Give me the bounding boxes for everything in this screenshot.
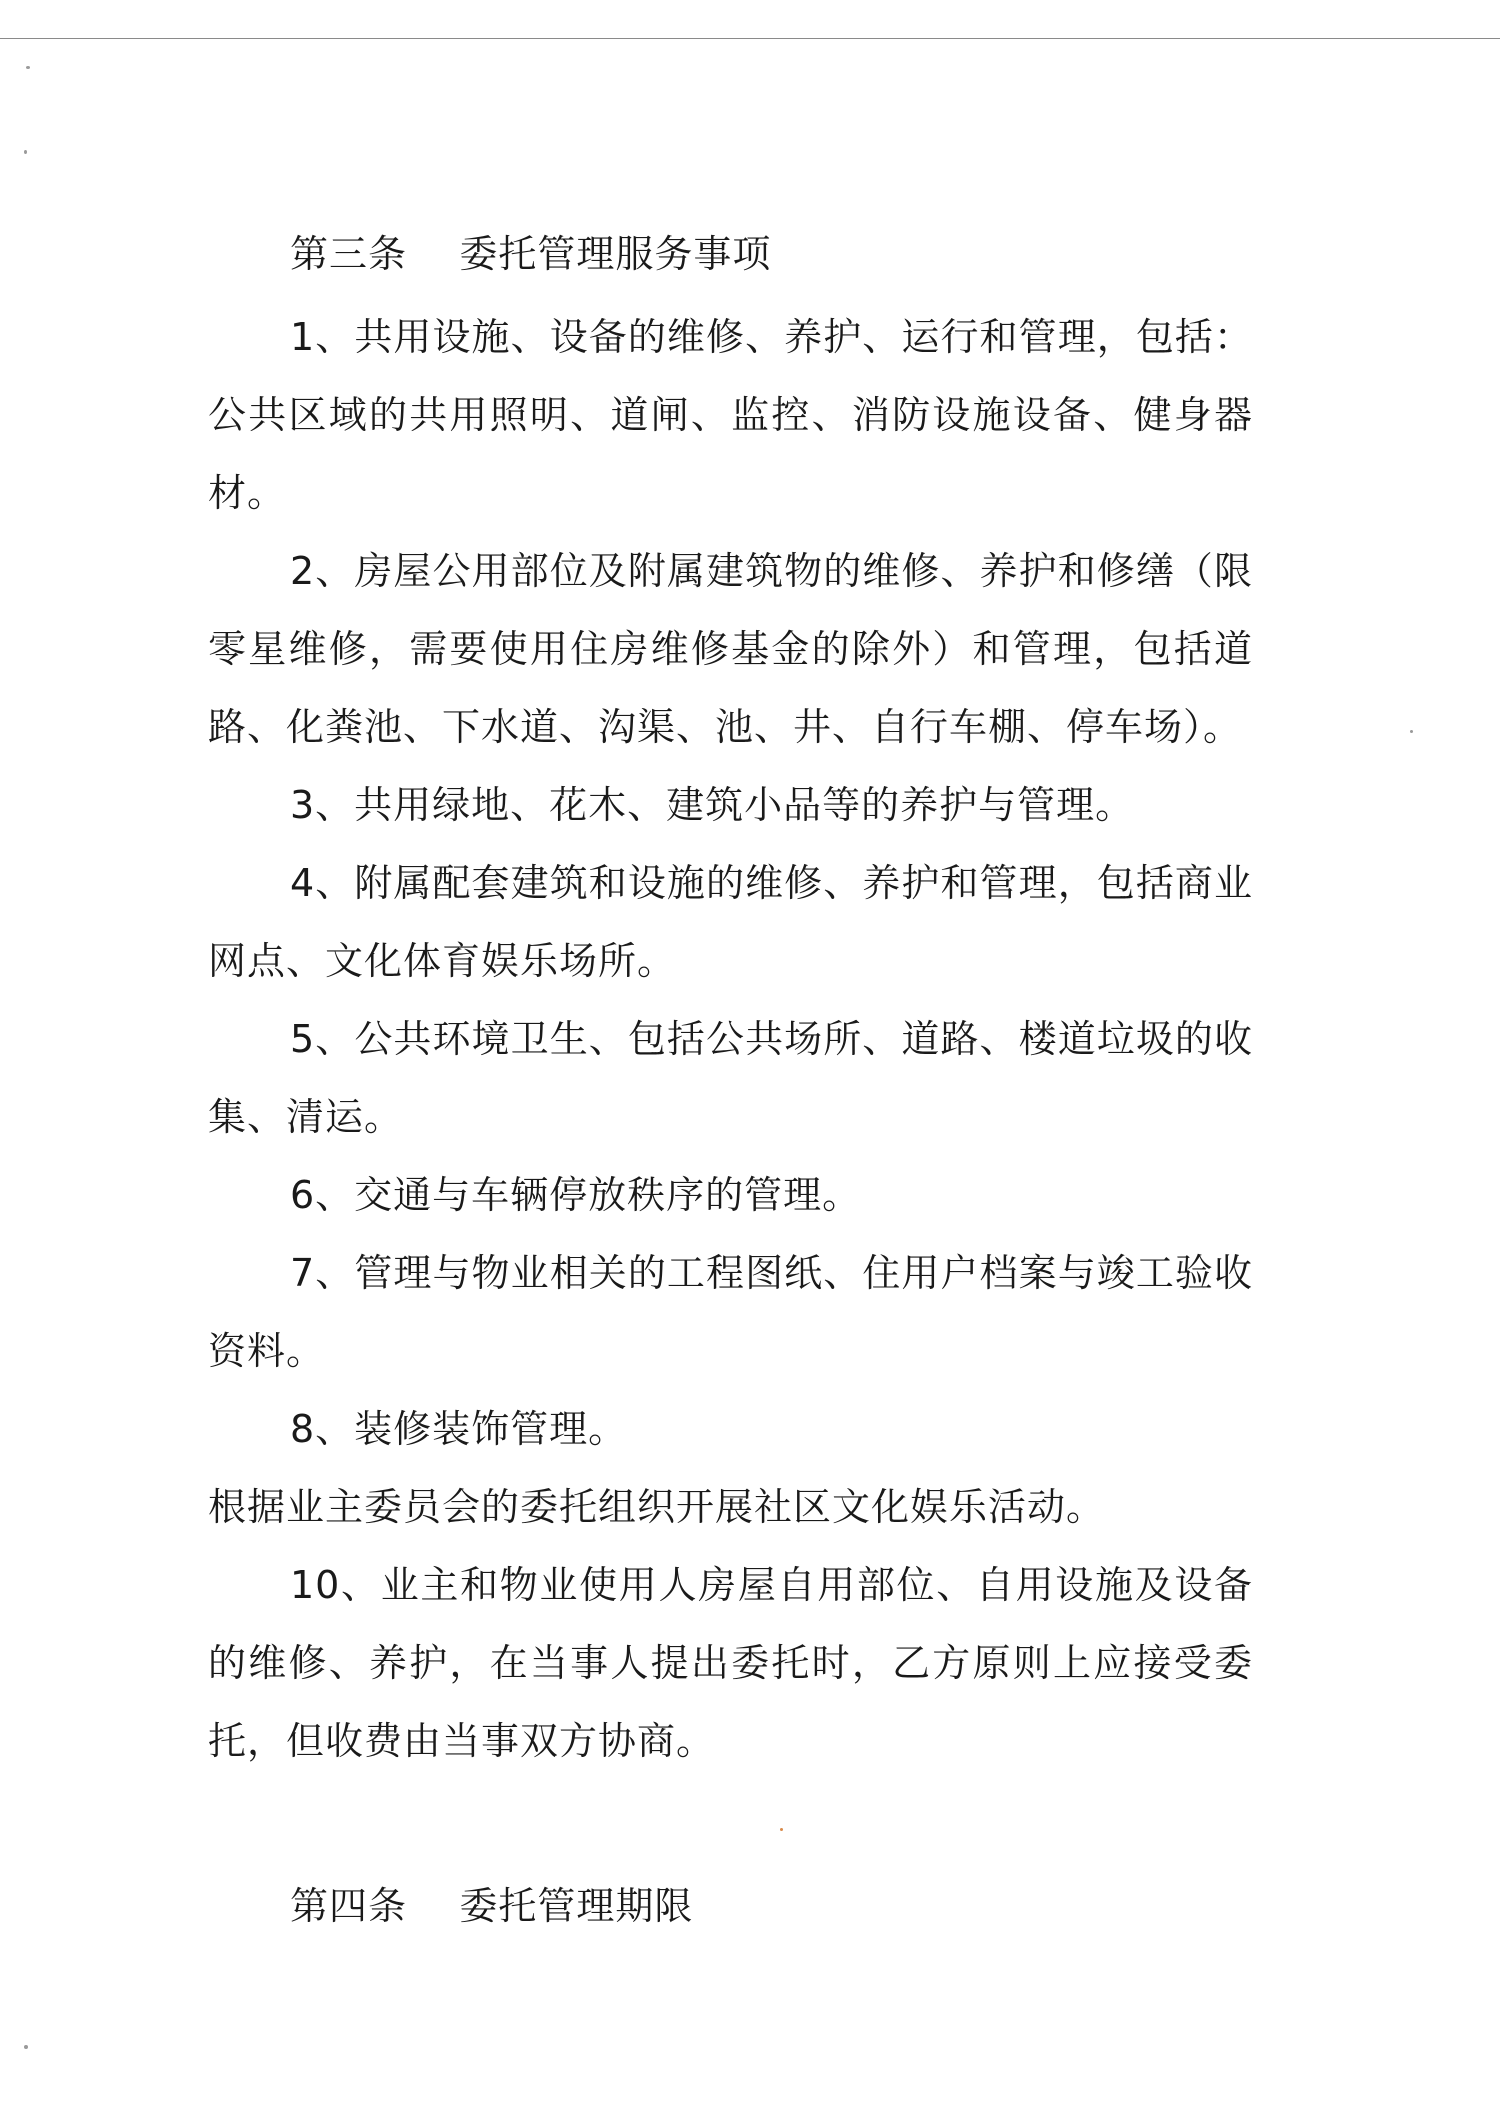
section3-item-9: 根据业主委员会的委托组织开展社区文化娱乐活动。: [208, 1485, 1106, 1529]
scan-speck: [24, 2045, 28, 2049]
section3-item-4: 4、附属配套建筑和设施的维修、养护和管理，包括商业网点、文化体育娱乐场所。: [208, 861, 1253, 983]
section3-item-3: 3、共用绿地、花木、建筑小品等的养护与管理。: [290, 783, 1135, 827]
section3-item-5: 5、公共环境卫生、包括公共场所、道路、楼道垃圾的收集、清运。: [208, 1017, 1253, 1139]
section3-item-7: 7、管理与物业相关的工程图纸、住用户档案与竣工验收资料。: [208, 1251, 1253, 1373]
section3-item-1: 1、共用设施、设备的维修、养护、运行和管理，包括：公共区域的共用照明、道闸、监控、消防设施设备、健身器材。: [208, 315, 1253, 515]
section3-heading: 第三条 委托管理服务事项: [290, 232, 772, 276]
section4-heading: 第四条 委托管理期限: [290, 1884, 694, 1928]
section3-item-2: 2、房屋公用部位及附属建筑物的维修、养护和修缮（限零星维修，需要使用住房维修基金的除外）和管理，包括道路、化粪池、下水道、沟渠、池、井、自行车棚、停车场）。: [208, 549, 1253, 749]
scan-speck: [24, 150, 27, 154]
scan-speck: [1410, 730, 1413, 733]
section3-item-6: 6、交通与车辆停放秩序的管理。: [290, 1173, 862, 1217]
document-body: [208, 228, 1253, 1932]
scan-speck: [26, 66, 30, 69]
section3-item-10: 10、业主和物业使用人房屋自用部位、自用设施及设备的维修、养护，在当事人提出委托时，乙方原则上应接受委托，但收费由当事双方协商。: [208, 1563, 1253, 1763]
scan-edge-line: [0, 38, 1500, 39]
section3-item-8: 8、装修装饰管理。: [290, 1407, 628, 1451]
